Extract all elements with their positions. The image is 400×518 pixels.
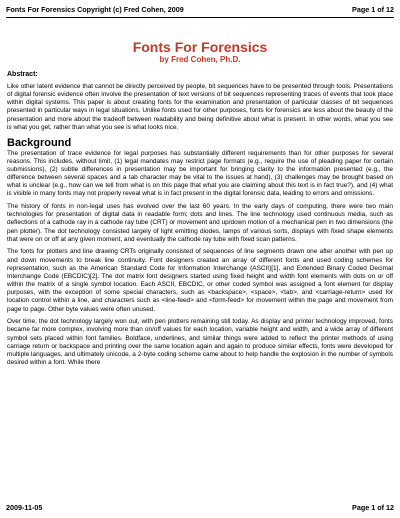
document-byline: by Fred Cohen, Ph.D.: [159, 55, 241, 64]
page-footer: [6, 503, 394, 513]
abstract-paragraph: Like other latent evidence that cannot be directly perceived by people, bit sequences have to be presented through tools. Presentations of digital forensic evidence often involve the presentation of text versions of bit sequences representing traces of events that took place within digital systems. This paper is about creating fonts for the examination and presentation of particular classes of bit sequences presented in particular ways in legal situations. Unlike fonts used for other purposes, fonts for forensics are less about the beauty of the presentation and more about the tradeoff between readability and being definitive about what is present. In other words, what you see is what you get, rather than what you see is what looks nice.: [7, 83, 393, 131]
footer-page-number: Page 1 of 12: [352, 503, 394, 512]
background-paragraph-4: Over time, the dot technology largely won out, with pen plotters remaining still today. As display and printer technology improved, fonts became far more complex, involving more than on/off values for each location, variable height and width, and a wide array of different symbol sets placed within font families. Boldface, underlines, and similar things were added to reflect the printer methods of using carriage return or backspace and printing over the same location again and again to produce similar effects, fonts were developed for multiple languages, and ultimately unicode, a 2-byte coding scheme came about to help handle the explosion in the number of symbols desired within a font. While there: [7, 318, 393, 367]
abstract-label: Abstract:: [7, 71, 38, 78]
header-page-number: Page 1 of 12: [352, 5, 394, 14]
document-body: [7, 70, 393, 372]
background-paragraph-1: The presentation of trace evidence for legal purposes has substantially different requirements than for other purposes for several reasons. This includes, without limit, (1) legal mandates may restrict page formats (e.g., require the use of pleading paper for certain submissions), (2) subtle differences in presentation may be important for bringing clarity to the information presented (e.g., the difference between several spaces and a tab character may be vital to the issues at hand), (3) challenges may be brought based on what is unclear (e.g., how can we tell from what is on this page that what you are claiming about this text is in fact true?), and (4) what is visible in many fonts may not properly reveal what is in fact present in the digital forensic data, leading to errors and omissions.: [7, 149, 393, 198]
header-title: Fonts For Forensics Copyright (c) Fred Cohen, 2009: [6, 5, 184, 14]
footer-date: 2009-11-05: [6, 503, 43, 512]
document-title: Fonts For Forensics: [132, 39, 268, 55]
background-paragraph-2: The history of fonts in non-legal uses has evolved over the last 60 years. In the early days of computing, there were two main technologies for presentation of digital data in readable form; dots and lines. The line technology used continuous media, such as deflections of a cathode ray in a cathode ray tube (CRT) or movement and up/down motion of a mechanical pen in two dimensions (the pen plotter). The dot technology consisted largely of light emitting diodes, lamps of various sorts, displays with fixed shape elements that were on or off at any given moment, and eventually the cathode ray tube with fixed scan patterns.: [7, 203, 393, 243]
background-heading: Background: [7, 136, 72, 149]
background-paragraph-3: The fonts for plotters and line drawing CRTs originally consisted of sequences of line segments drawn one after another with pen up and down movements to break line continuity. Font designers created an array of different fonts and used coding schemes for representation, such as the American Standard Code for Information Interchange (ASCII)[1], and Extended Binary Coded Decimal Interchange Code (EBCDIC)[2]. The dot matrix font designers started using fixed height and width font elements with dots on or off within the matrix of a single symbol location. Each ASCII, EBCDIC, or other coded symbol was assigned a font element for display purposes, with the exception of some special characters, such as <backspace>, <space>, <tab>, and <carriage-return> used for location control within a line, and characters such as <line-feed> and <form-feed> for movement within the page and movement from page to page. Other byte values were often unused.: [7, 248, 393, 313]
